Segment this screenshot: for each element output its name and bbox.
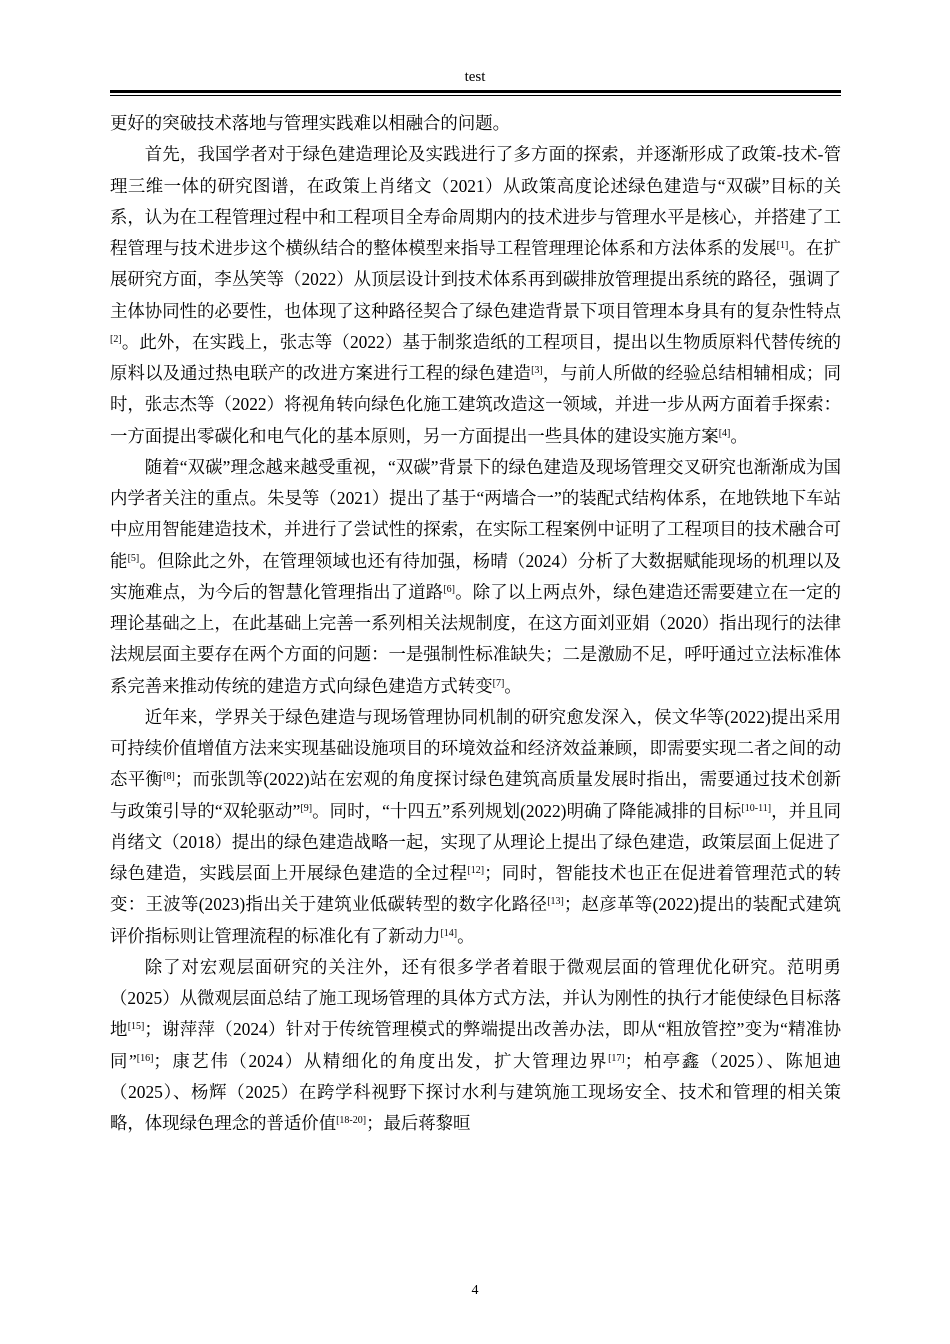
paragraph-text: 。: [504, 675, 522, 696]
header-rule-thick: [110, 90, 841, 93]
paragraph-text: 。除了以上两点外，绿色建造还需要建立在一定的理论基础之上，在此基础上完善一系列相关法规制度，在这方面刘亚娟（2020）指出现行的法律法规层面主要存在两个方面的问题：一是强制性标准缺失；二是激励不足，呼吁通过立法标准体系完善来推动传统的建造方式向绿色建造方式转变: [110, 581, 841, 696]
paragraph-text: 更好的突破技术落地与管理实践难以相融合的问题。: [110, 113, 510, 133]
citation-ref: [10-11]: [741, 802, 772, 814]
paragraph-text: 。在扩展研究方面，李丛笑等（2022）从顶层设计到技术体系再到碳排放管理提出系统的路径，强调了主体协同性的必要性，也体现了这种路径契合了绿色建造背景下项目管理本身具有的复杂性特点: [110, 238, 841, 321]
citation-ref: [16]: [136, 1052, 154, 1064]
page-number: 4: [471, 1283, 479, 1298]
paragraph-text: ，并且同肖绪文（2018）提出的绿色建造战略一起，实现了从理论上提出了绿色建造，政策层面上促进了绿色建造，实践层面上开展绿色建造的全过程: [110, 800, 841, 883]
citation-ref: [8]: [163, 771, 175, 783]
paragraph-text: 首先，我国学者对于绿色建造理论及实践进行了多方面的探索，并逐渐形成了政策-技术-管理三维一体的研究图谱，在政策上肖绪文（2021）从政策高度论述绿色建造与“双碳”目标的关系，认为在工程管理过程中和工程项目全寿命周期内的技术进步与管理水平是核心，并搭建了工程管理与技术进步这个横纵结合的整体模型来指导工程管理理论体系和方法体系的发展: [110, 144, 841, 258]
paragraph-text: ，与前人所做的经验总结相辅相成；同时，张志杰等（2022）将视角转向绿色化施工建筑改造这一领域，并进一步从两方面着手探索：一方面提出零碳化和电气化的基本原则，另一方面提出一些具体的建设实施方案: [110, 363, 841, 446]
paragraph-text: ；柏亭鑫（2025）、陈旭迪（2025）、杨辉（2025）在跨学科视野下探讨水利与建筑施工现场安全、技术和管理的相关策略，体现绿色理念的普适价值: [110, 1050, 841, 1133]
paragraph-text: 。同时，“十四五”系列规划(2022)明确了降能减排的目标: [312, 800, 742, 821]
citation-ref: [18-20]: [336, 1115, 367, 1126]
paragraph: [110, 452, 841, 702]
citation-ref: [1]: [776, 240, 789, 251]
paragraph: [110, 952, 841, 1140]
paragraph-text: ；康艺伟（2024）从精细化的角度出发，扩大管理边界: [153, 1050, 609, 1071]
paragraph-text: 近年来，学界关于绿色建造与现场管理协同机制的研究愈发深入，侯文华等(2022)提出采用可持续价值增值方法来实现基础设施项目的环境效益和经济效益兼顾，即需要实现二者之间的动态平衡: [110, 706, 841, 790]
citation-ref: [15]: [127, 1021, 145, 1033]
citation-ref: [2]: [110, 333, 122, 345]
paragraph-text: 。此外，在实践上，张志等（2022）基于制浆造纸的工程项目，提出以生物质原料代替传统的原料以及通过热电联产的改进方案进行工程的绿色建造: [110, 331, 841, 383]
paragraph-text: 随着“双碳”理念越来越受重视，“双碳”背景下的绿色建造及现场管理交叉研究也渐渐成为国内学者关注的重点。朱旻等（2021）提出了基于“两墙合一”的装配式结构体系，在地铁地下车站中应用智能建造技术，并进行了尝试性的探索，在实际工程案例中证明了工程项目的技术融合可能: [110, 456, 841, 571]
paragraph: [110, 702, 841, 952]
paragraph-text: ；最后蒋黎晅: [366, 1113, 471, 1133]
paragraph-text: ；谢萍萍（2024）针对于传统管理模式的弊端提出改善办法，即从“粗放管控”变为“精准协同”: [110, 1019, 841, 1071]
citation-ref: [13]: [547, 896, 564, 908]
citation-ref: [17]: [608, 1052, 625, 1064]
citation-ref: [3]: [531, 365, 543, 376]
paragraph-text: ；而张凯等(2022)站在宏观的角度探讨绿色建筑高质量发展时指出，需要通过技术创新与政策引导的“双轮驱动”: [110, 769, 841, 821]
citation-ref: [5]: [127, 552, 140, 564]
paragraph-text: ；同时，智能技术也正在促进着管理范式的转变：王波等(2023)指出关于建筑业低碳转型的数字化路径: [110, 863, 841, 915]
body-text: [110, 108, 841, 1139]
paragraph-text: 除了对宏观层面研究的关注外，还有很多学者着眼于微观层面的管理优化研究。范明勇（2025）从微观层面总结了施工现场管理的具体方式方法，并认为刚性的执行才能使绿色目标落地: [110, 956, 841, 1040]
paragraph: [110, 108, 841, 139]
citation-ref: [12]: [467, 865, 485, 876]
citation-ref: [4]: [718, 427, 731, 439]
citation-ref: [9]: [300, 802, 313, 814]
header-rule-thin: [110, 95, 841, 96]
paragraph: [110, 139, 841, 452]
paragraph-text: 。但除此之外，在管理领域也还有待加强，杨晴（2024）分析了大数据赋能现场的机理以及实施难点，为今后的智慧化管理指出了道路: [110, 550, 841, 602]
paragraph-text: 。: [457, 925, 475, 946]
paragraph-text: 。: [730, 425, 748, 446]
citation-ref: [14]: [440, 927, 458, 939]
paragraph-text: ；赵彦革等(2022)提出的装配式建筑评价指标则让管理流程的标准化有了新动力: [110, 894, 841, 946]
running-header: test: [464, 69, 486, 85]
citation-ref: [6]: [443, 583, 456, 595]
citation-ref: [7]: [492, 677, 505, 689]
